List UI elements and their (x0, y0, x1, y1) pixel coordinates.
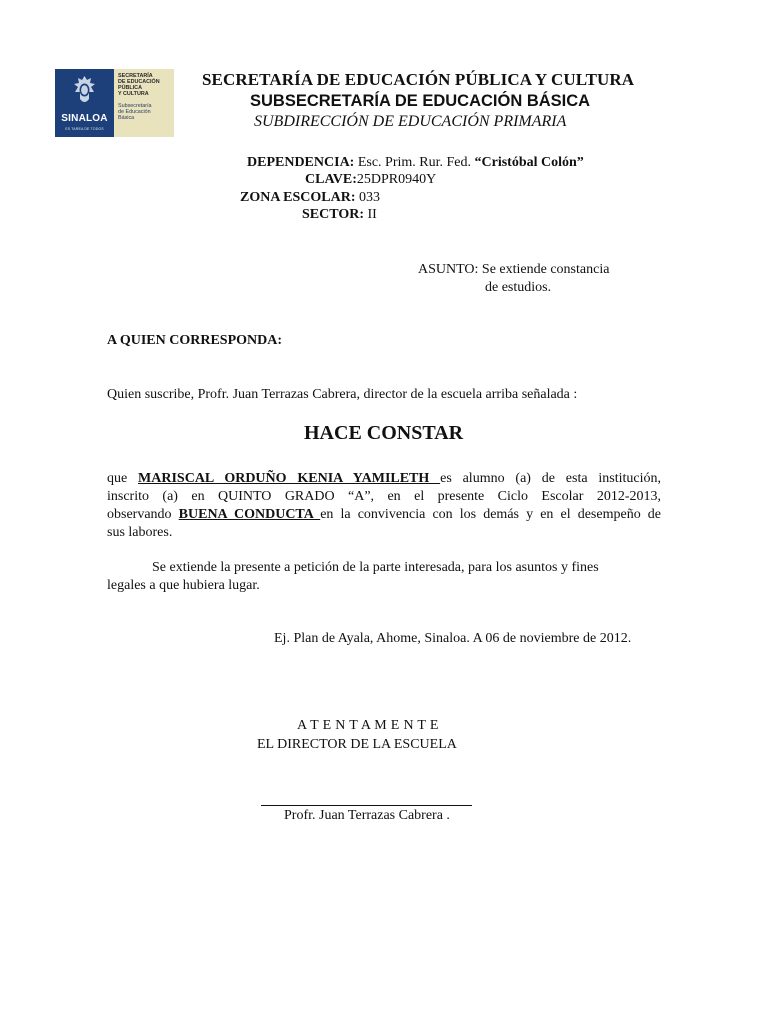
logo-brand-text: SINALOA (61, 113, 108, 124)
intro-text: Quien suscribe, Profr. Juan Terrazas Cabrera, director de la escuela arriba señalada : (107, 387, 578, 402)
school-name: “Cristóbal Colón” (474, 155, 584, 170)
logo-agency-line: DE EDUCACIÓN (118, 79, 160, 85)
logo-motto-text: ES TAREA DE TODOS (65, 127, 104, 131)
request-paragraph-line: legales a que hubiera lugar. (107, 578, 260, 593)
request-paragraph-line: Se extiende la presente a petición de la parte interesada, para los asuntos y fines (152, 560, 599, 575)
logo-sub-line: Subsecretaría (118, 103, 152, 109)
zona-value: 033 (359, 190, 381, 205)
paragraph-line: inscrito (a) en QUINTO GRADO “A”, en el presente Ciclo Escolar 2012-2013, (107, 489, 661, 504)
logo-agency-line: Y CULTURA (118, 91, 149, 97)
paragraph-text: observando (107, 507, 172, 522)
paragraph-text: en la convivencia con los demás y en el desempeño de (320, 507, 662, 522)
dependencia-label: DEPENDENCIA: (247, 155, 355, 170)
place-date: Ej. Plan de Ayala, Ahome, Sinaloa. A 06 de noviembre de 2012. (274, 631, 632, 646)
paragraph-line (107, 506, 661, 524)
logo-text-panel (114, 69, 174, 137)
logo-sub-line: de Educación (118, 109, 151, 115)
signer-name: Profr. Juan Terrazas Cabrera . (284, 808, 450, 823)
logo-sub-line: Básica (118, 115, 135, 121)
logo-agency-line: SECRETARÍA (118, 73, 153, 79)
sector-value: II (367, 207, 377, 222)
paragraph-line: sus labores. (107, 525, 173, 540)
certification-paragraph (107, 470, 661, 542)
header-secretaria: SECRETARÍA DE EDUCACIÓN PÚBLICA Y CULTURA (202, 70, 635, 89)
sector-row (302, 207, 377, 223)
header-subdireccion: SUBDIRECCIÓN DE EDUCACIÓN PRIMARIA (254, 113, 567, 130)
student-name: MARISCAL ORDUÑO KENIA YAMILETH (138, 471, 441, 486)
asunto-line: ASUNTO: Se extiende constancia (418, 262, 610, 277)
zona-row (240, 190, 380, 206)
signature-line (261, 805, 472, 806)
state-seal-icon (70, 75, 99, 106)
logo-blue-panel (55, 69, 114, 137)
asunto-line: de estudios. (485, 280, 552, 295)
sector-label: SECTOR: (302, 207, 364, 222)
logo-agency-line: PÚBLICA (118, 85, 142, 91)
paragraph-line (107, 470, 661, 488)
clave-value: 25DPR0940Y (356, 172, 437, 187)
header-subsecretaria: SUBSECRETARÍA DE EDUCACIÓN BÁSICA (250, 92, 591, 110)
clave-row (305, 172, 436, 188)
document-title: HACE CONSTAR (304, 422, 464, 444)
clave-label: CLAVE: (305, 172, 357, 187)
dependencia-value: Esc. Prim. Rur. Fed. (357, 155, 472, 170)
closing-role: EL DIRECTOR DE LA ESCUELA (257, 737, 457, 752)
institution-logo (55, 69, 174, 137)
dependencia-row (247, 155, 584, 171)
salutation: A QUIEN CORRESPONDA: (107, 333, 283, 348)
conduct-rating: BUENA CONDUCTA (178, 507, 321, 522)
zona-label: ZONA ESCOLAR: (240, 190, 356, 205)
paragraph-text: es alumno (a) de esta institución, (440, 471, 661, 486)
closing-atentamente: A T E N T A M E N T E (297, 718, 439, 733)
que-word: que (107, 471, 128, 486)
